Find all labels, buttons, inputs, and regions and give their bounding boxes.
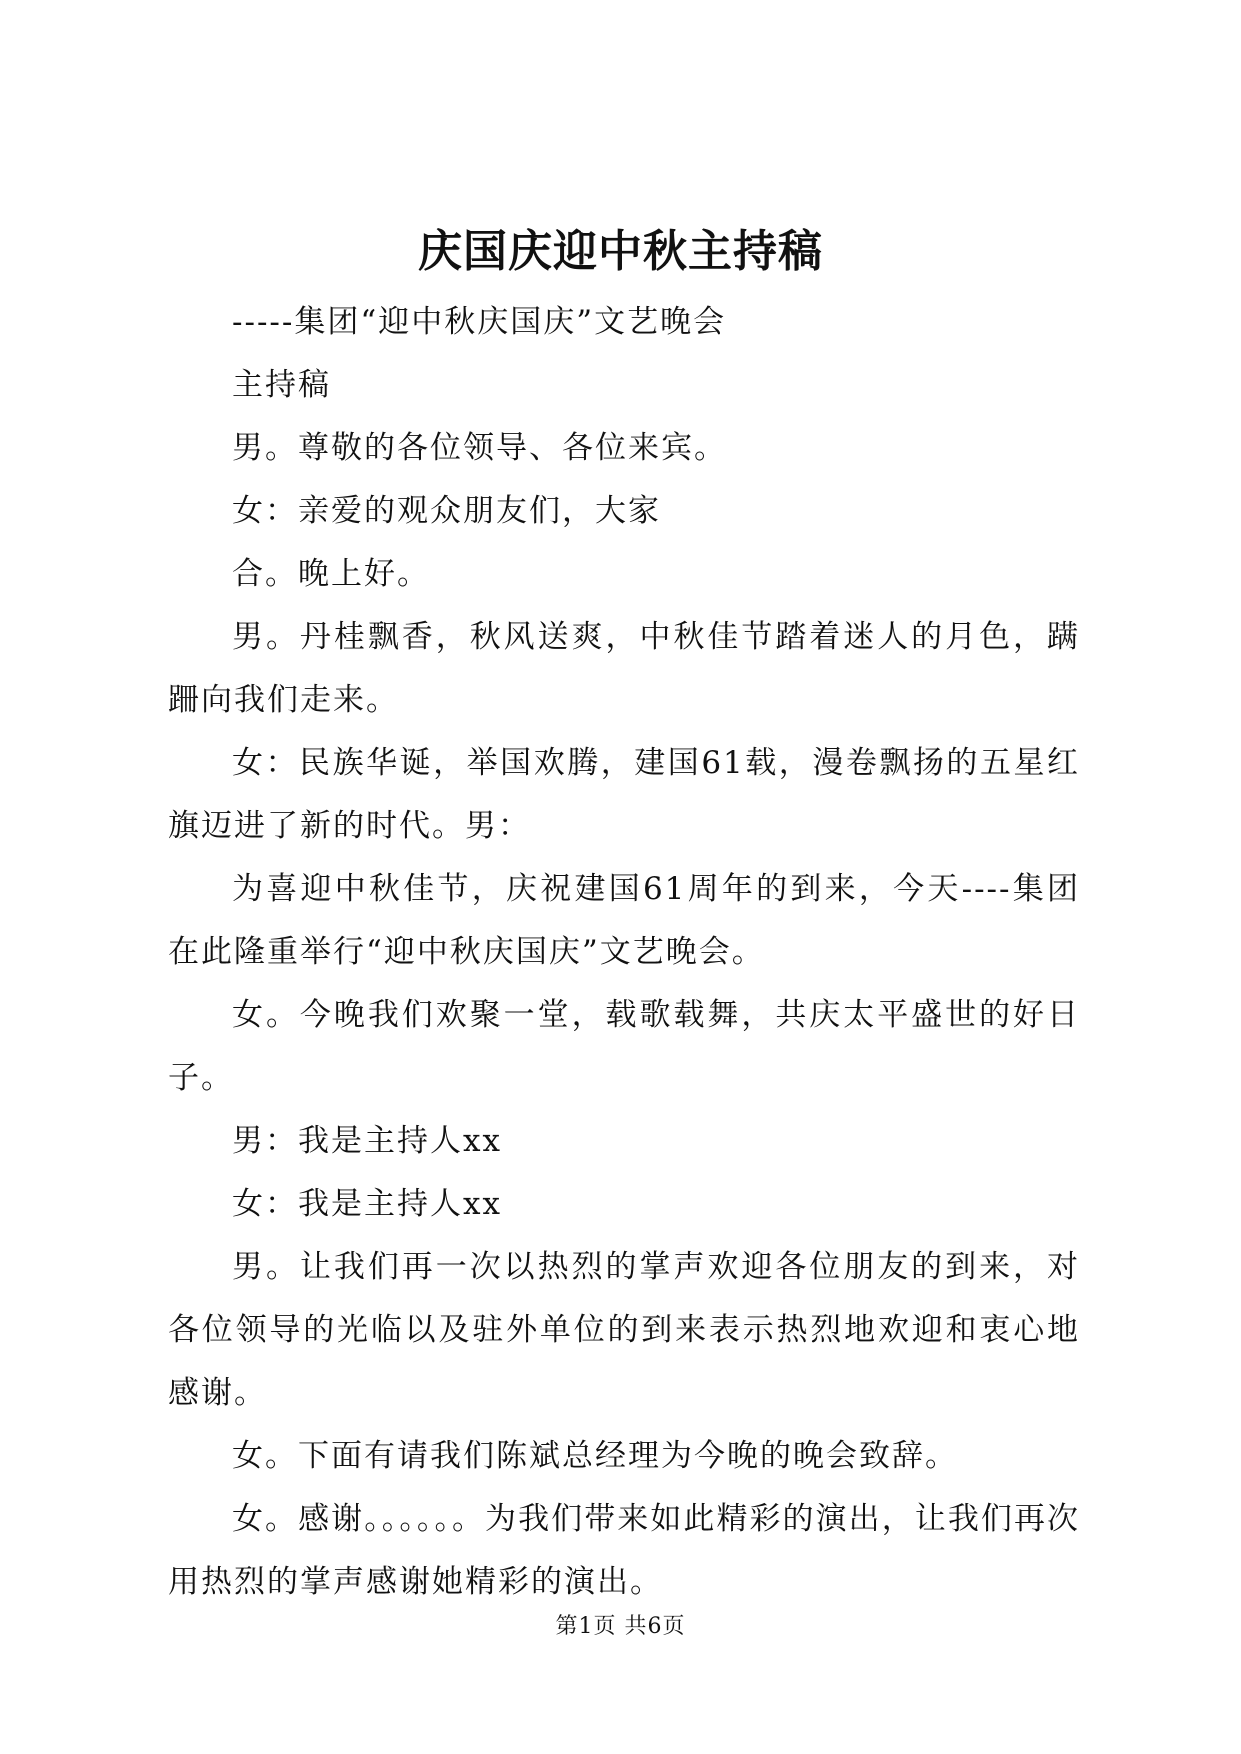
paragraph: 女：亲爱的观众朋友们，大家: [232, 493, 661, 529]
paragraph: 女：我是主持人xx: [232, 1186, 502, 1222]
paragraph: 女。下面有请我们陈斌总经理为今晚的晚会致辞。: [232, 1438, 958, 1474]
page-number-footer: 第1页 共6页: [555, 1614, 686, 1639]
paragraph-subtitle-cont: 主持稿: [232, 367, 331, 403]
paragraph: 女。感谢。。。。。。为我们带来如此精彩的演出，让我们再次用热烈的掌声感谢她精彩的演出。: [168, 1501, 1080, 1600]
paragraph: 男。让我们再一次以热烈的掌声欢迎各位朋友的到来，对各位领导的光临以及驻外单位的到来表示热烈地欢迎和衷心地感谢。: [168, 1249, 1080, 1411]
paragraph-subtitle: -----集团“迎中秋庆国庆”文艺晚会: [232, 304, 727, 340]
paragraph: 女。今晚我们欢聚一堂，载歌载舞，共庆太平盛世的好日子。: [168, 997, 1080, 1096]
document-title: 庆国庆迎中秋主持稿: [418, 226, 823, 277]
paragraph: 男：我是主持人xx: [232, 1123, 502, 1159]
document-body: [168, 291, 1080, 1614]
paragraph: 男。丹桂飘香，秋风送爽，中秋佳节踏着迷人的月色，蹒跚向我们走来。: [168, 619, 1080, 718]
paragraph: 为喜迎中秋佳节，庆祝建国61周年的到来，今天----集团在此隆重举行“迎中秋庆国庆”文艺晚会。: [168, 871, 1080, 970]
paragraph: 男。尊敬的各位领导、各位来宾。: [232, 430, 727, 466]
paragraph: 女：民族华诞，举国欢腾，建国61载，漫卷飘扬的五星红旗迈进了新的时代。男：: [168, 745, 1080, 844]
paragraph: 合。晚上好。: [232, 556, 430, 592]
